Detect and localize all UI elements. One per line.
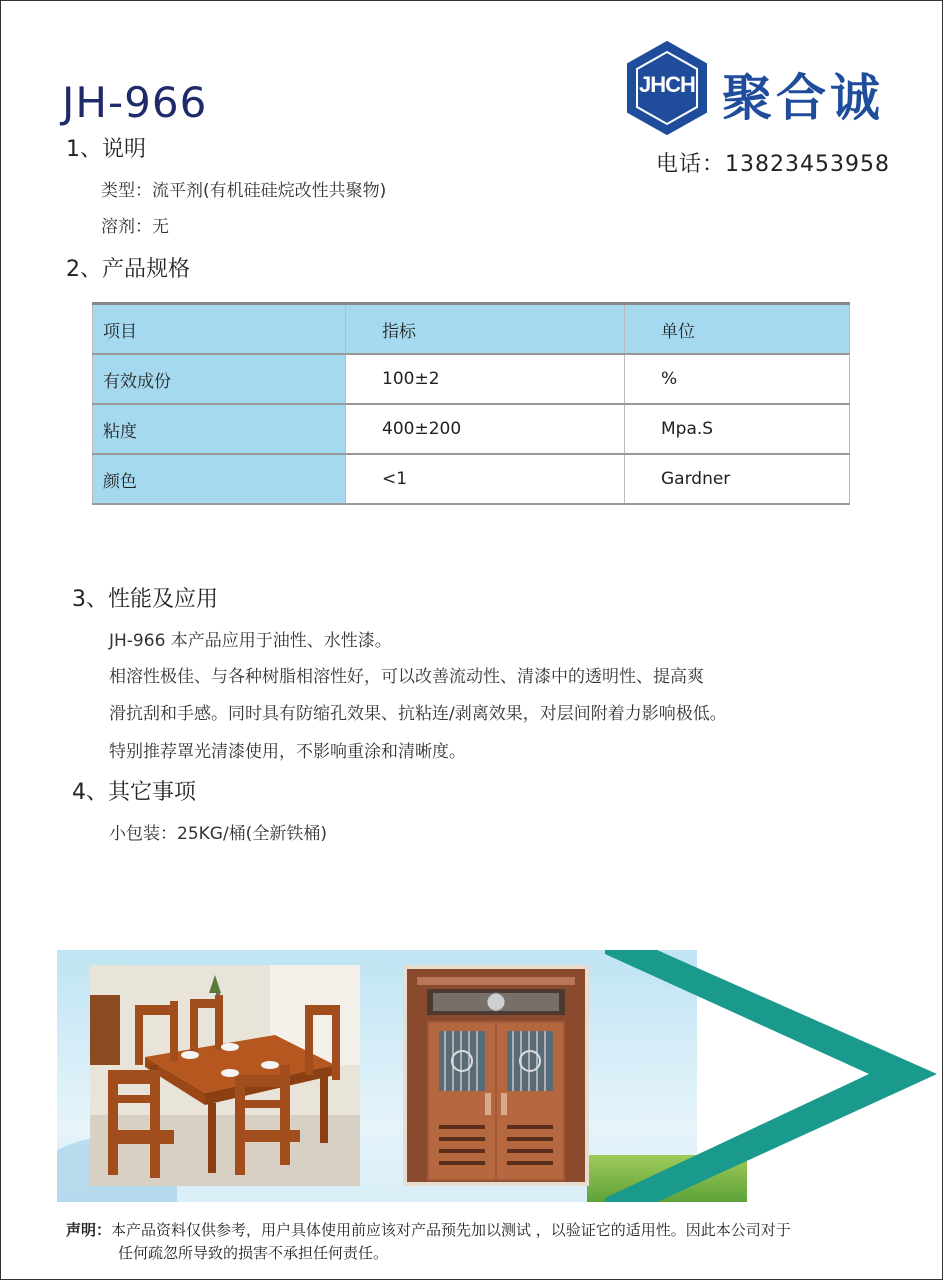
section-heading-other: 4、其它事项 <box>72 780 196 805</box>
disclaimer-text-continued: 任何疏忽所导致的损害不承担任何责任。 <box>118 1244 389 1262</box>
table-row <box>93 354 850 404</box>
brand-logo <box>626 40 896 140</box>
table-cell: Gardner <box>625 454 850 504</box>
product-banner <box>57 950 937 1202</box>
logo-text: JHCH <box>639 72 695 97</box>
table-cell: <1 <box>346 454 625 504</box>
table-cell: 有效成份 <box>93 354 346 404</box>
type-line: 类型：流平剂(有机硅硅烷改性共聚物) <box>101 181 387 201</box>
table-cell: 400±200 <box>346 404 625 454</box>
table-header-row <box>93 304 850 355</box>
table-row <box>93 404 850 454</box>
table-header-cell: 单位 <box>625 304 850 355</box>
performance-line: 滑抗刮和手感。同时具有防缩孔效果、抗粘连/剥离效果，对层间附着力影响极低。 <box>109 704 727 724</box>
section-heading-description: 1、说明 <box>66 137 146 162</box>
table-cell: 颜色 <box>93 454 346 504</box>
solvent-line: 溶剂：无 <box>101 217 169 237</box>
table-header-cell: 指标 <box>346 304 625 355</box>
table-cell: % <box>625 354 850 404</box>
disclaimer-text: 本产品资料仅供参考，用户具体使用前应该对产品预先加以测试 ，以验证它的适用性。因此本公司对于 <box>111 1221 791 1239</box>
disclaimer <box>66 1219 886 1265</box>
package-line: 小包装：25KG/桶(全新铁桶) <box>109 824 327 844</box>
performance-line: 相溶性极佳、与各种树脂相溶性好，可以改善流动性、清漆中的透明性、提高爽 <box>109 667 704 687</box>
table-row <box>93 454 850 504</box>
section-heading-performance: 3、性能及应用 <box>72 587 218 612</box>
brand-name: 聚合诚 <box>722 69 884 127</box>
spec-table <box>92 302 850 505</box>
table-cell: 粘度 <box>93 404 346 454</box>
dining-table-photo <box>90 965 360 1186</box>
performance-line: 特别推荐罩光清漆使用，不影响重涂和清晰度。 <box>109 742 466 762</box>
table-cell: Mpa.S <box>625 404 850 454</box>
disclaimer-label: 声明： <box>66 1221 112 1239</box>
product-code-title: JH-966 <box>62 78 208 127</box>
section-heading-specs: 2、产品规格 <box>66 257 190 282</box>
phone-number: 电话：13823453958 <box>656 152 890 177</box>
table-header-cell: 项目 <box>93 304 346 355</box>
copper-door-photo <box>403 965 589 1186</box>
performance-line: JH-966 本产品应用于油性、水性漆。 <box>109 631 392 651</box>
table-cell: 100±2 <box>346 354 625 404</box>
